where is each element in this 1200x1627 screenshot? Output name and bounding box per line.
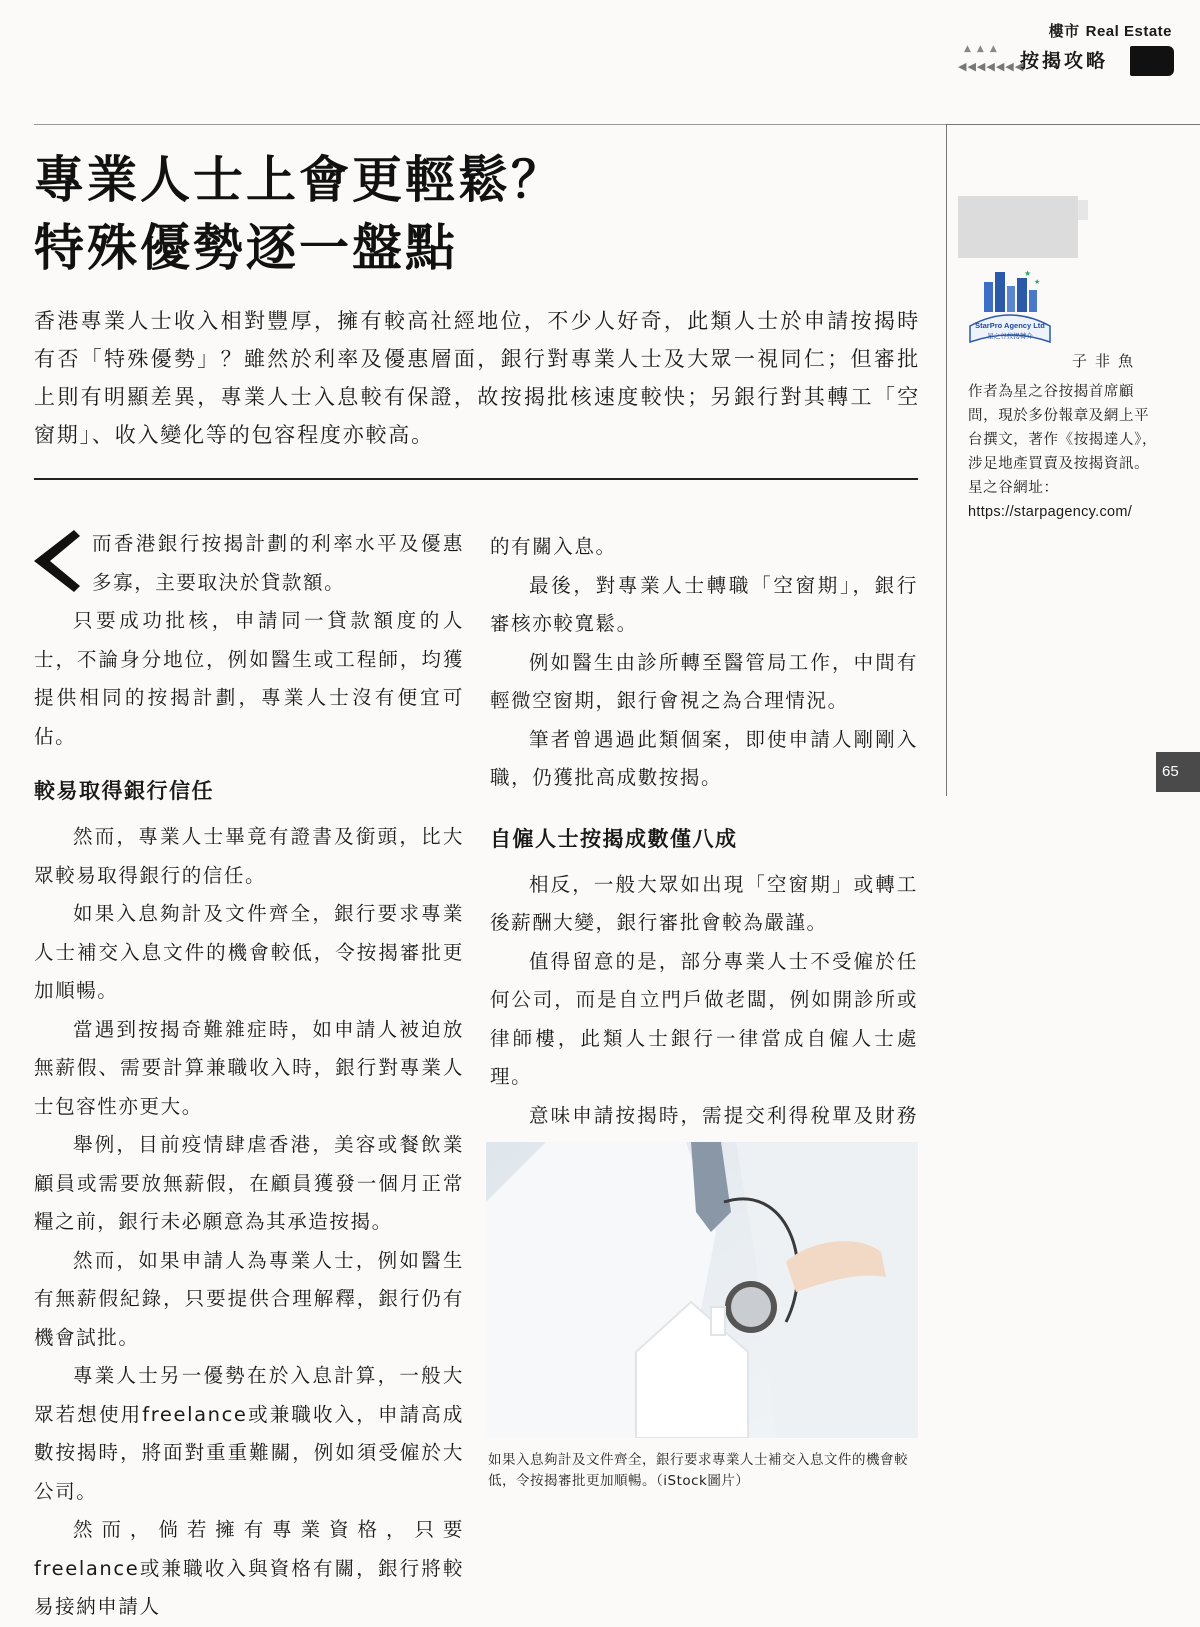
svg-text:★: ★ bbox=[1034, 278, 1041, 286]
starpro-agency-logo bbox=[968, 268, 1052, 350]
author-bio-text: 作者為星之谷按揭首席顧問，現於多份報章及網上平台撰文，著作《按揭達人》，涉足地產買賣及按揭資訊。 bbox=[968, 384, 1158, 472]
top-divider bbox=[34, 124, 946, 125]
paragraph: 而香港銀行按揭計劃的利率水平及優惠多寡，主要取決於貸款額。 bbox=[92, 532, 464, 594]
section-name-en: Real Estate bbox=[1085, 23, 1172, 40]
article-lead: 香港專業人士收入相對豐厚，擁有較高社經地位，不少人好奇，此類人士於申請按揭時有否「特殊優勢」？雖然於利率及優惠層面，銀行對專業人士及大眾一視同仁；但審批上則有明顯差異，專業人士入息較有保證，故按揭批核速度較快；另銀行對其轉工「空窗期」、收入變化等的包容程度亦較高。 bbox=[34, 309, 920, 447]
subheading: 自僱人士按揭成數僅八成 bbox=[490, 826, 738, 851]
column-tag-block bbox=[1130, 46, 1174, 76]
paragraph: 專業人士另一優勢在於入息計算，一般大眾若想使用freelance或兼職收入，申請高成數按揭時，將面對重重難關，例如須受僱於大公司。 bbox=[34, 1364, 464, 1503]
paragraph: 然而，如果申請人為專業人士，例如醫生有無薪假紀錄，只要提供合理解釋，銀行仍有機會試批。 bbox=[34, 1248, 464, 1349]
paragraph: 的有關入息。 bbox=[490, 535, 617, 558]
paragraph: 值得留意的是，部分專業人士不受僱於任何公司，而是自立門戶做老闆，例如開診所或律師樓，此類人士銀行一律當成自僱人士處理。 bbox=[490, 949, 918, 1088]
author-name: 子非魚 bbox=[1072, 352, 1142, 370]
paragraph: 當遇到按揭奇難雜症時，如申請人被迫放無薪假、需要計算兼職收入時，銀行對專業人士包容性亦更大。 bbox=[34, 1017, 464, 1118]
body-column-2 bbox=[490, 528, 918, 1212]
paragraph: 如果入息夠計及文件齊全，銀行要求專業人士補交入息文件的機會較低，令按揭審批更加順暢。 bbox=[34, 902, 464, 1002]
subheading: 較易取得銀行信任 bbox=[34, 779, 214, 803]
paragraph: 然而，倘若擁有專業資格，只要freelance或兼職收入與資格有關，銀行將較易接納申請人 bbox=[34, 1518, 464, 1618]
page-number: 65 bbox=[1156, 752, 1200, 792]
site-url-link[interactable]: https://starpagency.com/ bbox=[968, 504, 1133, 520]
paragraph: 只要成功批核，申請同一貸款額度的人士，不論身分地位，例如醫生或工程師，均獲提供相同的按揭計劃，專業人士沒有便宜可佔。 bbox=[34, 609, 464, 748]
paragraph: 舉例，目前疫情肆虐香港，美容或餐飲業顧員或需要放無薪假，在顧員獲發一個月正常糧之前，銀行未必願意為其承造按揭。 bbox=[34, 1133, 464, 1233]
author-photo-edge bbox=[1078, 200, 1088, 220]
paragraph: 相反，一般大眾如出現「空窗期」或轉工後薪酬大變，銀行審批會較為嚴謹。 bbox=[490, 872, 918, 934]
article-title-line2: 特殊優勢逐一盤點 bbox=[34, 219, 458, 277]
paragraph: 最後，對專業人士轉職「空窗期」，銀行審核亦較寬鬆。 bbox=[490, 573, 918, 635]
body-column-1 bbox=[34, 525, 464, 1627]
decorative-arrows: ◀◀◀◀◀◀◀ bbox=[958, 60, 1025, 73]
site-label: 星之谷網址： bbox=[968, 480, 1059, 496]
logo-name-cn: 星之谷按揭轉介 bbox=[987, 332, 1033, 340]
column-tag: 按揭攻略 bbox=[1020, 50, 1109, 72]
paragraph: 筆者曾遇過此類個案，即使申請人剛剛入職，仍獲批高成數按揭。 bbox=[490, 727, 918, 789]
doctor-stethoscope-house-photo bbox=[486, 1142, 918, 1438]
logo-name-en: StarPro Agency Ltd bbox=[975, 321, 1045, 330]
author-bio bbox=[968, 380, 1164, 524]
decorative-triangles: ▲▲▲ bbox=[964, 44, 1003, 54]
sidebar-top-rule bbox=[946, 124, 1200, 125]
lead-divider bbox=[34, 478, 918, 480]
photo-caption: 如果入息夠計及文件齊全，銀行要求專業人士補交入息文件的機會較低，令按揭審批更加順暢。（iStock圖片） bbox=[488, 1452, 908, 1489]
svg-text:★: ★ bbox=[1024, 269, 1032, 278]
author-photo-placeholder bbox=[958, 196, 1078, 258]
section-header bbox=[1049, 20, 1172, 41]
paragraph-text: 意味申請按揭時，需提交利得稅單及財務 bbox=[529, 1103, 918, 1127]
paragraph: 例如醫生由診所轉至醫管局工作，中間有輕微空窗期，銀行會視之為合理情況。 bbox=[490, 650, 918, 712]
paragraph: 然而，專業人士畢竟有證書及銜頭，比大眾較易取得銀行的信任。 bbox=[34, 825, 464, 887]
sidebar-divider bbox=[946, 124, 947, 796]
section-name-cn: 樓市 bbox=[1048, 22, 1080, 40]
article-title-line1: 專業人士上會更輕鬆？ bbox=[34, 151, 564, 209]
